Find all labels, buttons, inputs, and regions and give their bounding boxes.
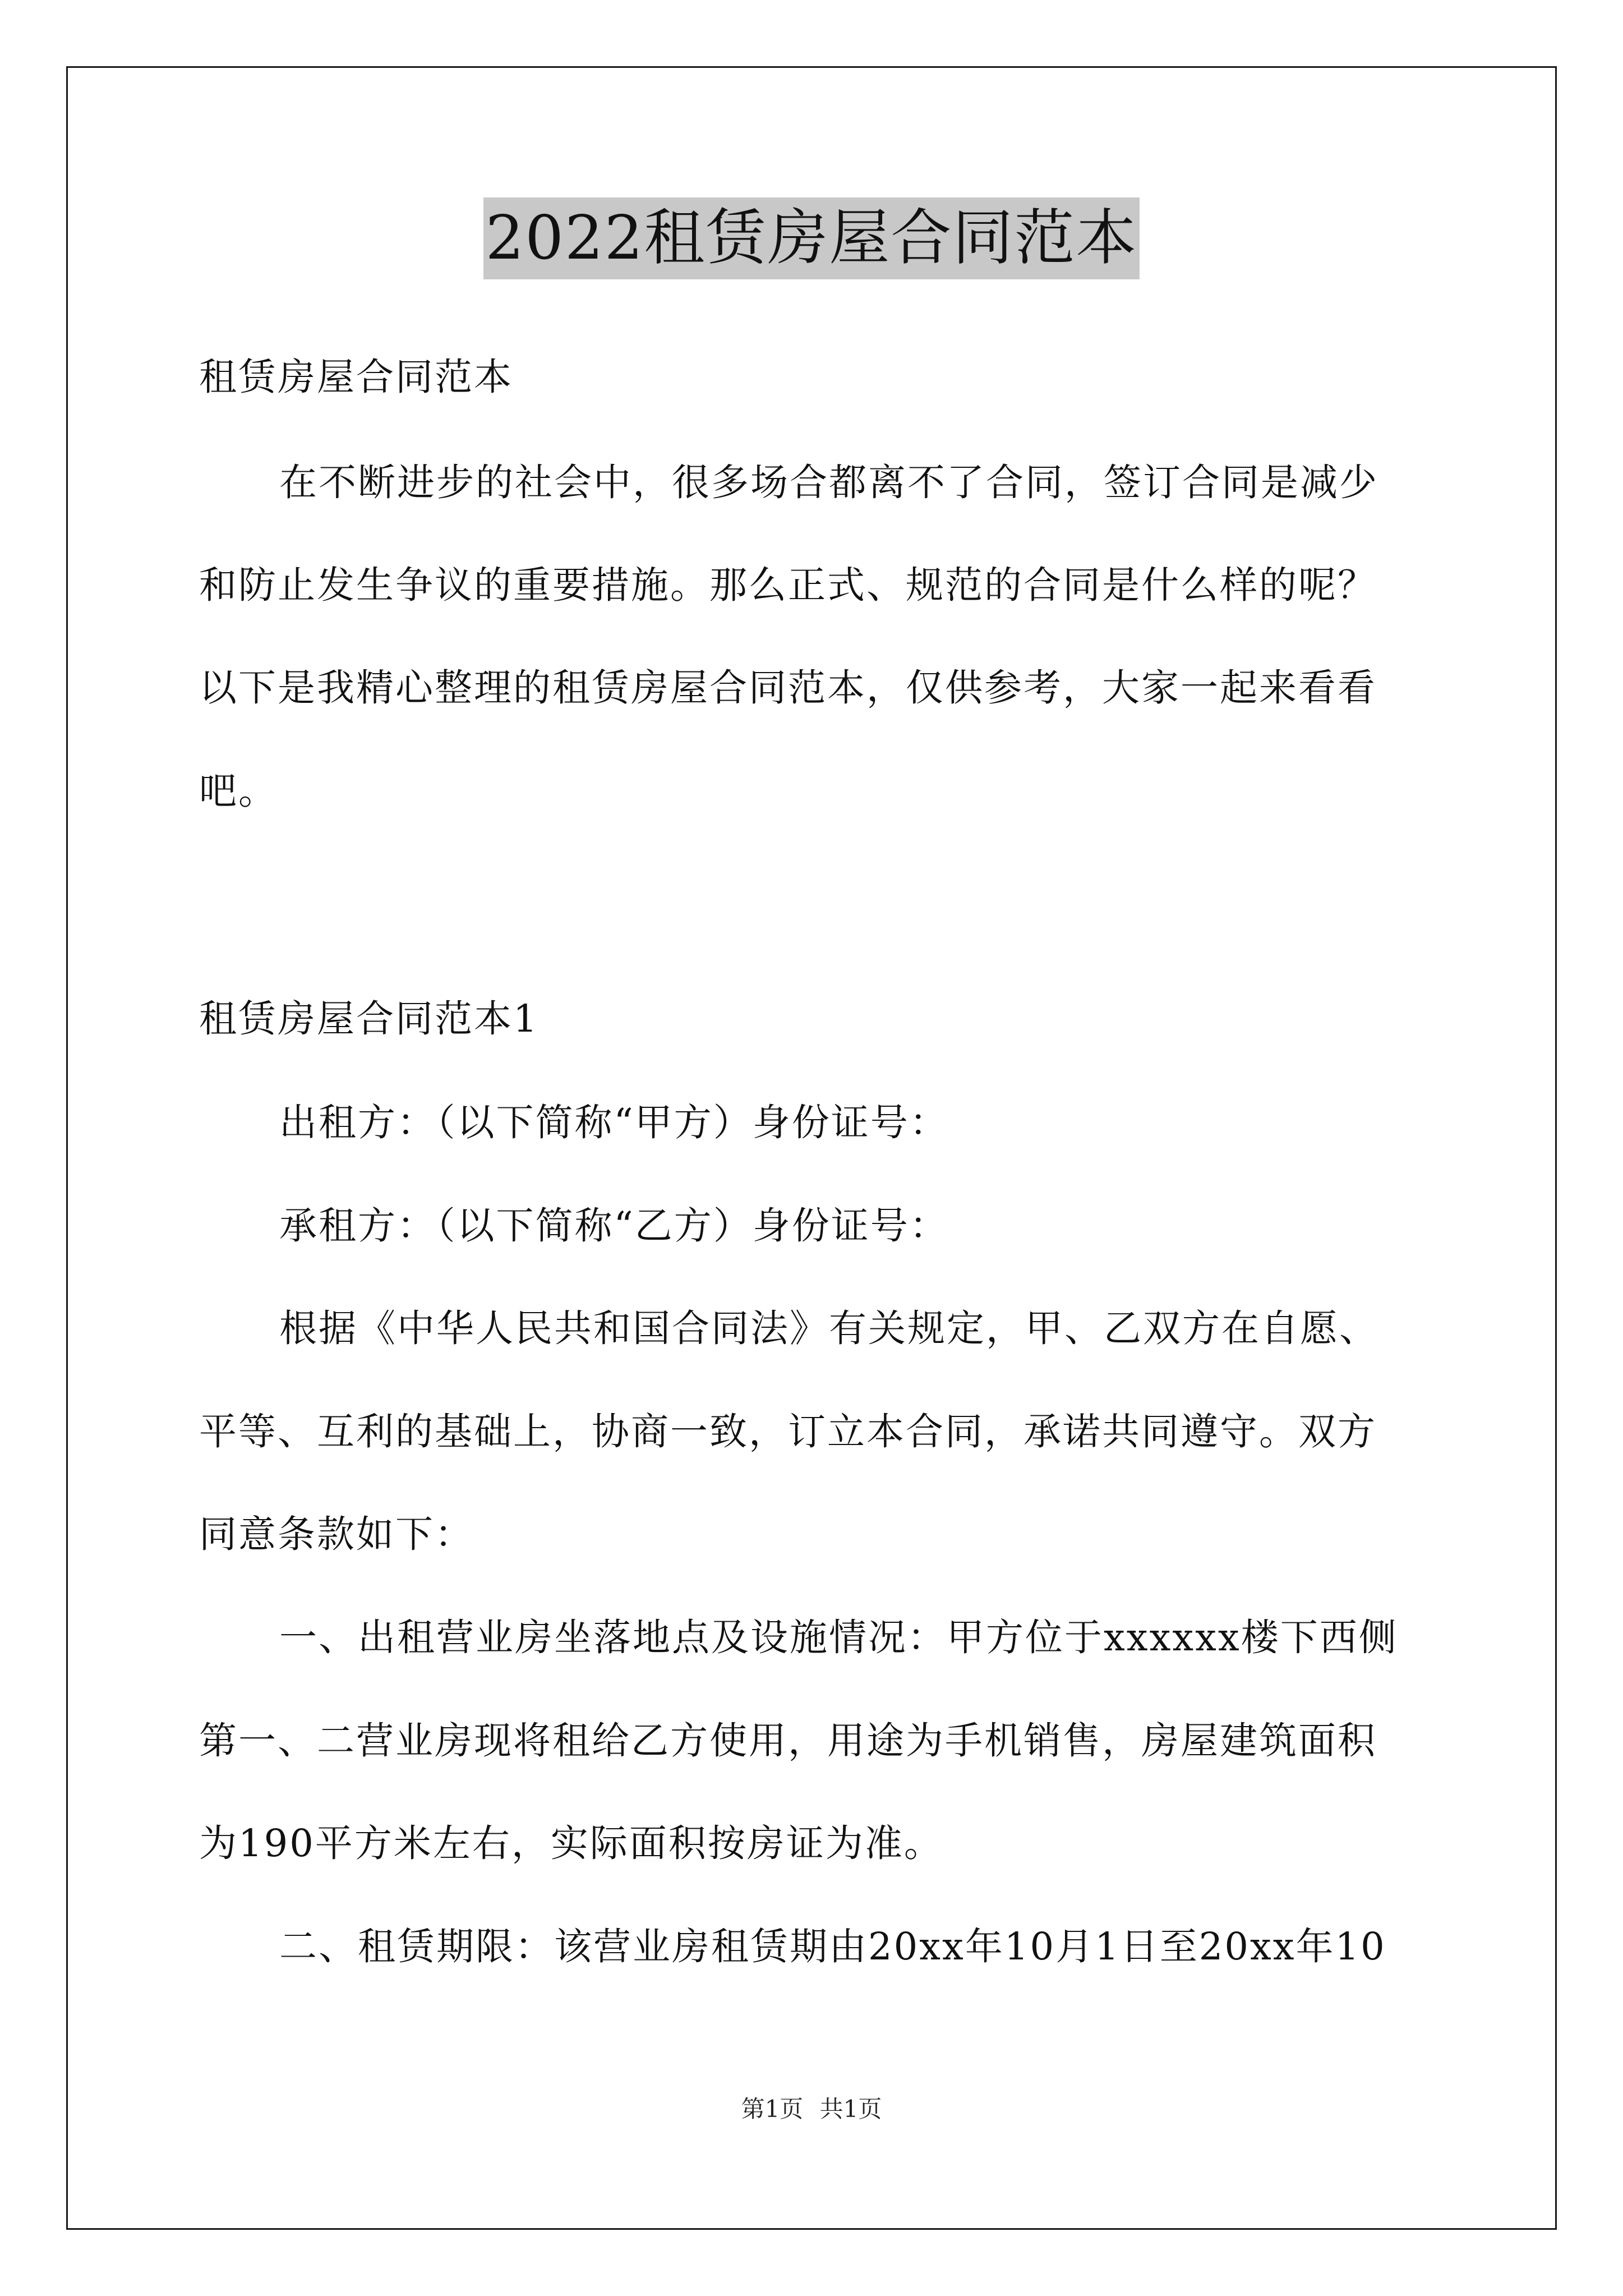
page-footer: [0, 2095, 1623, 2123]
paragraph-line: 出租方：（以下简称“甲方）身份证号：: [279, 1101, 949, 1144]
paragraph-line: 承租方：（以下简称“乙方）身份证号：: [279, 1204, 949, 1248]
subtitle-line: 租赁房屋合同范本: [199, 355, 513, 399]
section-heading: 租赁房屋合同范本1: [199, 997, 539, 1041]
paragraph-line: 平等、互利的基础上，协商一致，订立本合同，承诺共同遵守。双方: [199, 1410, 1377, 1453]
paragraph-line: 在不断进步的社会中，很多场合都离不了合同，签订合同是减少: [279, 461, 1378, 504]
paragraph-line: 根据《中华人民共和国合同法》有关规定，甲、乙双方在自愿、: [279, 1306, 1378, 1350]
document-title-block: [0, 197, 1623, 279]
paragraph-line: 和防止发生争议的重要措施。那么正式、规范的合同是什么样的呢？: [199, 563, 1377, 607]
page-number: 第1页: [741, 2095, 804, 2123]
paragraph-line: 为190平方米左右，实际面积按房证为准。: [199, 1821, 943, 1865]
paragraph-line: 吧。: [199, 769, 278, 813]
paragraph-line: 以下是我精心整理的租赁房屋合同范本，仅供参考，大家一起来看看: [199, 666, 1377, 710]
paragraph-line: 第一、二营业房现将租给乙方使用，用途为手机销售，房屋建筑面积: [199, 1719, 1377, 1763]
page-total: 共1页: [819, 2095, 882, 2123]
paragraph-line: 一、出租营业房坐落地点及设施情况：甲方位于xxxxxx楼下西侧: [279, 1616, 1398, 1659]
paragraph-line: 二、租赁期限：该营业房租赁期由20xx年10月1日至20xx年10: [279, 1925, 1386, 1968]
document-title: 2022租赁房屋合同范本: [483, 197, 1140, 279]
paragraph-line: 同意条款如下：: [199, 1512, 474, 1556]
